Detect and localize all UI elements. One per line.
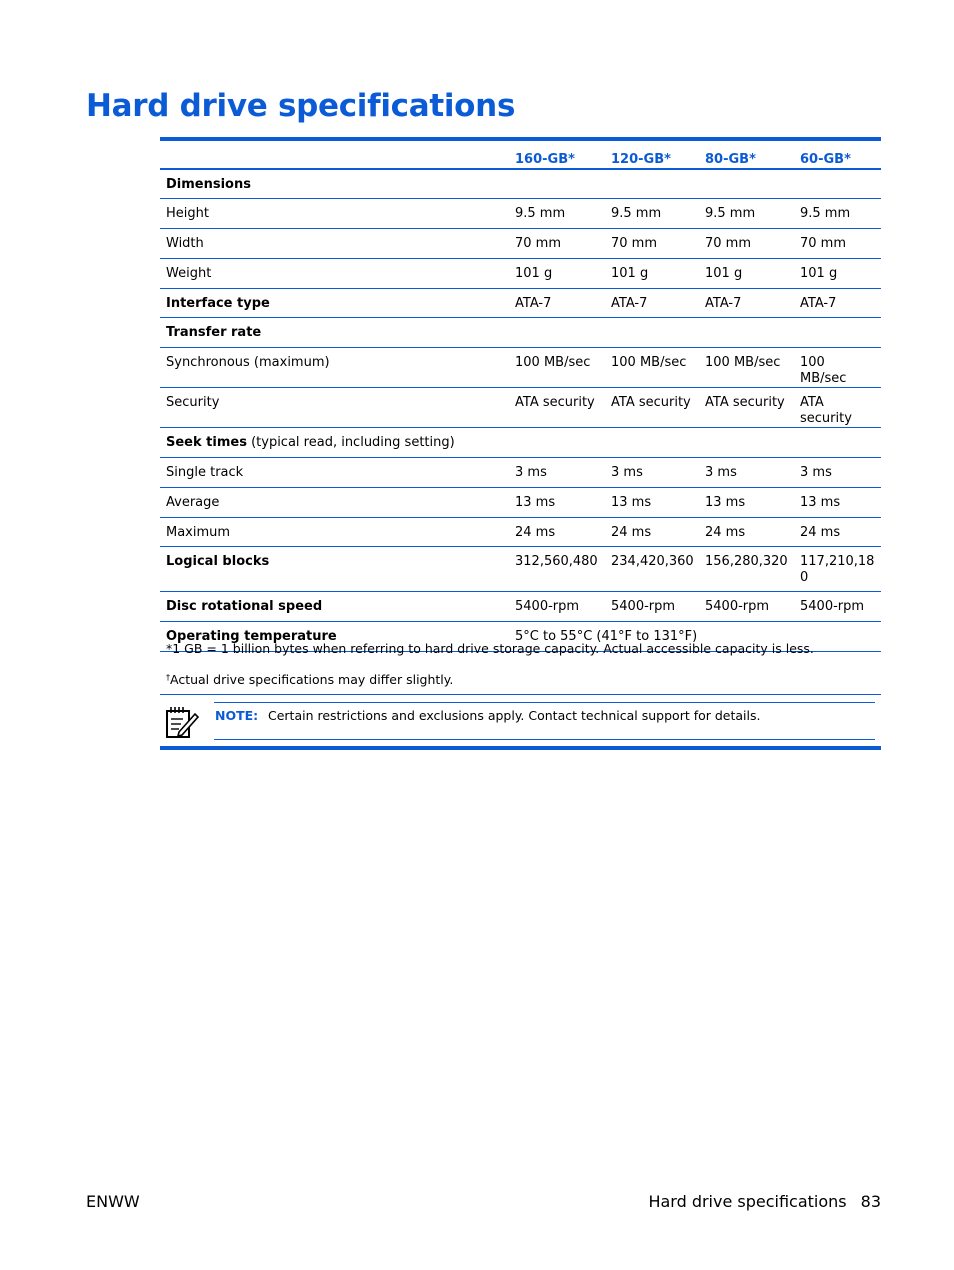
- table-cell: 100 MB/sec: [509, 348, 605, 388]
- dagger-mark: †: [166, 673, 170, 682]
- row-label: [160, 458, 509, 488]
- table-cell: ATA security: [605, 388, 699, 428]
- column-header: [160, 141, 509, 169]
- table-cell: [509, 169, 605, 199]
- table-cell: 70 mm: [509, 229, 605, 259]
- row-label-text: Interface type: [166, 295, 270, 311]
- table-cell: 101 g: [605, 258, 699, 288]
- table-cell: ATA-7: [605, 288, 699, 318]
- table-cell: 117,210,18 0: [794, 547, 881, 592]
- table-bottom-rule: [160, 746, 881, 750]
- table-cell: [794, 169, 881, 199]
- table-cell: [605, 318, 699, 348]
- table-row: [160, 428, 881, 458]
- table-cell: 13 ms: [509, 487, 605, 517]
- row-label: [160, 169, 509, 199]
- table-cell: 156,280,320: [699, 547, 794, 592]
- footnote-capacity: *1 GB = 1 billion bytes when referring to hard drive storage capacity. Actual accessible capacity is less.: [166, 641, 814, 656]
- column-header: 160-GB*: [509, 141, 605, 169]
- footer-section-title: Hard drive specifications: [648, 1192, 847, 1211]
- row-label-text: Security: [166, 395, 220, 411]
- footnote-specs-text: Actual drive specifications may differ slightly.: [170, 672, 454, 687]
- table-cell: ATA security: [794, 388, 881, 428]
- row-label: [160, 288, 509, 318]
- row-label: [160, 487, 509, 517]
- table-row: [160, 348, 881, 388]
- table-row: [160, 199, 881, 229]
- row-label-text: Maximum: [166, 524, 231, 540]
- table-cell: [509, 318, 605, 348]
- table-row: [160, 169, 881, 199]
- table-cell: 3 ms: [794, 458, 881, 488]
- row-label: [160, 199, 509, 229]
- row-label: [160, 428, 509, 458]
- row-label-text: Disc rotational speed: [166, 599, 323, 615]
- table-row: [160, 458, 881, 488]
- row-label-text: Synchronous (maximum): [166, 355, 330, 371]
- table-cell: 101 g: [509, 258, 605, 288]
- row-label: [160, 592, 509, 622]
- table-cell: ATA security: [699, 388, 794, 428]
- table-cell: 24 ms: [605, 517, 699, 547]
- row-label-text: Transfer rate: [166, 325, 262, 341]
- table-row: [160, 388, 881, 428]
- table-cell: 3 ms: [699, 458, 794, 488]
- table-cell: [699, 169, 794, 199]
- row-label-text: Width: [166, 236, 204, 252]
- row-label-text: Height: [166, 206, 209, 222]
- row-label: [160, 388, 509, 428]
- row-label: [160, 229, 509, 259]
- row-label-text: Operating temperature: [166, 629, 337, 645]
- row-label: [160, 318, 509, 348]
- table-cell: ATA security: [509, 388, 605, 428]
- table-cell: 100 MB/sec: [794, 348, 881, 388]
- table-cell: ATA-7: [794, 288, 881, 318]
- table-cell: [794, 318, 881, 348]
- footer-doc-id: ENWW: [86, 1192, 140, 1211]
- table-header-row: [160, 141, 881, 169]
- table-row: [160, 258, 881, 288]
- note-inner-top-rule: [214, 702, 875, 703]
- row-label-text: Seek times: [166, 435, 247, 451]
- row-label: [160, 348, 509, 388]
- table-cell: 5400-rpm: [699, 592, 794, 622]
- table-cell: 24 ms: [699, 517, 794, 547]
- table-cell: ATA-7: [509, 288, 605, 318]
- table-cell: [605, 169, 699, 199]
- spec-table: [160, 141, 881, 652]
- table-row: [160, 288, 881, 318]
- table-cell: 9.5 mm: [509, 199, 605, 229]
- table-cell: 5400-rpm: [605, 592, 699, 622]
- footnote-specs: [166, 672, 876, 687]
- table-cell: 13 ms: [605, 487, 699, 517]
- table-cell: 101 g: [794, 258, 881, 288]
- row-label-text: Weight: [166, 265, 212, 281]
- table-cell: 5°C to 55°C (41°F to 131°F): [509, 622, 881, 652]
- table-cell: 234,420,360: [605, 547, 699, 592]
- table-row: [160, 517, 881, 547]
- table-cell: 13 ms: [699, 487, 794, 517]
- table-cell: 24 ms: [794, 517, 881, 547]
- page-number: 83: [860, 1192, 881, 1211]
- row-label: [160, 547, 509, 592]
- table-cell: 24 ms: [509, 517, 605, 547]
- note-pad-icon: [165, 705, 199, 739]
- column-header: 80-GB*: [699, 141, 794, 169]
- note-label: NOTE:: [215, 708, 259, 723]
- table-cell: 70 mm: [605, 229, 699, 259]
- table-cell: 9.5 mm: [794, 199, 881, 229]
- table-cell: 5400-rpm: [509, 592, 605, 622]
- page-title: Hard drive specifications: [86, 88, 516, 124]
- table-cell: 70 mm: [699, 229, 794, 259]
- row-label-text: Average: [166, 494, 220, 510]
- column-header: 60-GB*: [794, 141, 881, 169]
- row-label-text: Logical blocks: [166, 554, 270, 570]
- table-cell: 3 ms: [605, 458, 699, 488]
- table-cell: ATA-7: [699, 288, 794, 318]
- table-cell: 100 MB/sec: [605, 348, 699, 388]
- spec-table-container: [160, 137, 881, 652]
- table-cell: 3 ms: [509, 458, 605, 488]
- table-row: [160, 547, 881, 592]
- table-cell: [699, 428, 794, 458]
- table-cell: 100 MB/sec: [699, 348, 794, 388]
- row-label: [160, 258, 509, 288]
- footer-section: [634, 1192, 881, 1211]
- table-cell: 101 g: [699, 258, 794, 288]
- row-label-text: Single track: [166, 465, 244, 481]
- table-cell: 13 ms: [794, 487, 881, 517]
- table-body: [160, 169, 881, 652]
- column-header: 120-GB*: [605, 141, 699, 169]
- table-cell: 9.5 mm: [605, 199, 699, 229]
- table-cell: [605, 428, 699, 458]
- table-cell: 9.5 mm: [699, 199, 794, 229]
- table-cell: 70 mm: [794, 229, 881, 259]
- row-label: [160, 517, 509, 547]
- row-label-note: (typical read, including setting): [246, 435, 455, 451]
- table-cell: [794, 428, 881, 458]
- note-inner-bottom-rule: [214, 739, 875, 740]
- table-cell: [699, 318, 794, 348]
- note-text: Certain restrictions and exclusions apply. Contact technical support for details.: [268, 708, 761, 723]
- table-cell: 5400-rpm: [794, 592, 881, 622]
- table-row: [160, 229, 881, 259]
- note-top-rule: [160, 694, 881, 695]
- table-row: [160, 318, 881, 348]
- table-cell: 312,560,480: [509, 547, 605, 592]
- row-label-text: Dimensions: [166, 177, 251, 192]
- table-row: [160, 487, 881, 517]
- table-row: [160, 592, 881, 622]
- table-cell: [509, 428, 605, 458]
